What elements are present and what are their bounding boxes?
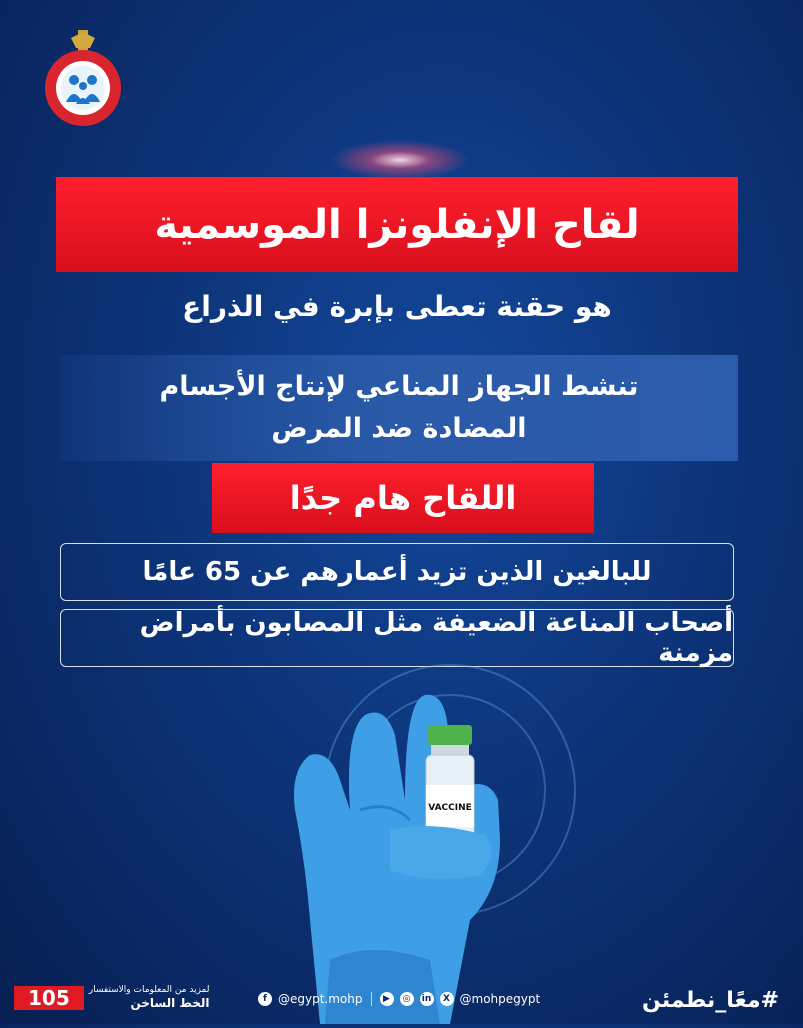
separator: [371, 992, 372, 1006]
page-title: لقاح الإنفلونزا الموسمية: [56, 177, 738, 272]
band-line-1: تنشط الجهاز المناعي لإنتاج الأجسام: [159, 371, 639, 403]
x-icon: X: [440, 992, 454, 1006]
youtube-icon: ▶: [380, 992, 394, 1006]
hotline-number: 105: [14, 986, 84, 1010]
linkedin-icon: in: [420, 992, 434, 1006]
hotline: [14, 986, 210, 1010]
vial-label: VACCINE: [428, 803, 472, 813]
important-banner: اللقاح هام جدًا: [212, 463, 594, 533]
band-line-2: المضادة ضد المرض: [271, 413, 527, 444]
description-line: هو حقنة تعطى بإبرة في الذراع: [182, 290, 612, 323]
light-flare: [330, 140, 470, 180]
facebook-handle: @egypt.mohp: [278, 992, 363, 1006]
gloved-hand-vaccine-illustration: [200, 660, 620, 1024]
hotline-label: الخط الساخن: [130, 996, 210, 1011]
instagram-icon: ◎: [400, 992, 414, 1006]
social-links: [258, 992, 540, 1006]
description-band: [60, 355, 738, 461]
social-handle: @mohpegypt: [459, 992, 541, 1006]
list-item: للبالغين الذين تزيد أعمارهم عن 65 عامًا: [60, 543, 734, 601]
facebook-icon: f: [258, 992, 272, 1006]
ministry-logo: [38, 28, 128, 128]
hashtag: #معًا_نطمئن: [642, 988, 779, 1013]
list-item: أصحاب المناعة الضعيفة مثل المصابون بأمراض مزمنة: [60, 609, 734, 667]
hotline-label-top: لمزيد من المعلومات والاستفسار: [88, 985, 210, 996]
hotline-label-group: [89, 985, 210, 1010]
